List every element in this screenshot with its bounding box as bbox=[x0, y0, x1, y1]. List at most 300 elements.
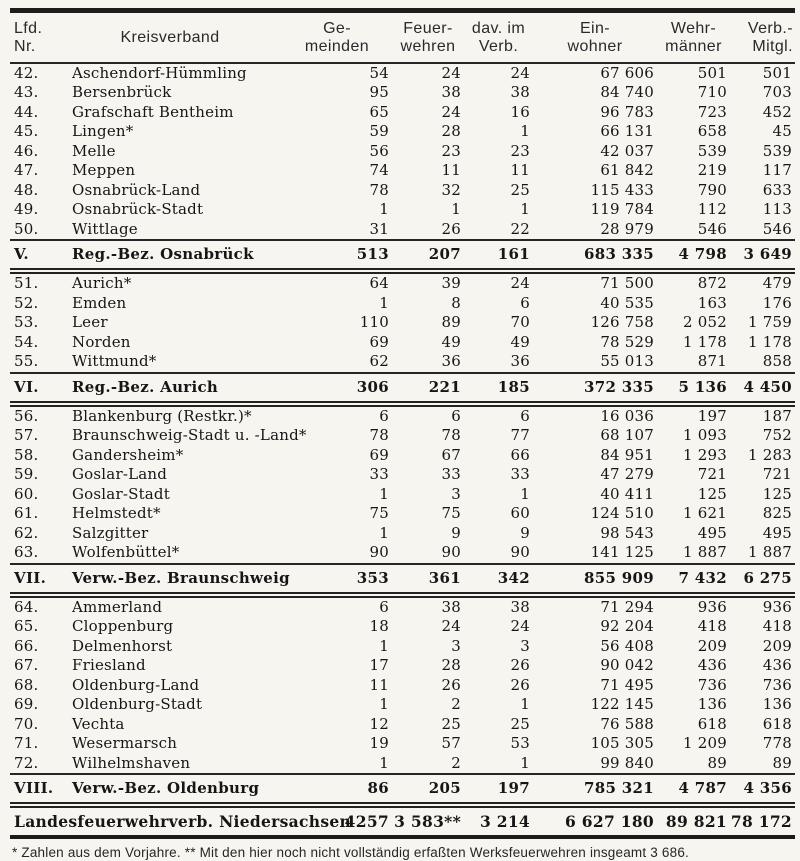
feuerwehren-cell: 9 bbox=[451, 523, 461, 542]
verb-mitgl-cell: 825 bbox=[762, 504, 792, 523]
kreisverband-cell: Osnabrück-Stadt bbox=[72, 200, 204, 219]
wehrmaenner-cell: 1 887 bbox=[683, 543, 727, 562]
header-feuerwehren bbox=[392, 11, 464, 63]
kreisverband-cell: Osnabrück-Land bbox=[72, 180, 201, 199]
gemeinden-cell: 1 bbox=[379, 636, 389, 655]
kreisverband-cell: Salzgitter bbox=[72, 523, 149, 542]
feuerwehren-grand-cell: 3 583** bbox=[392, 807, 464, 837]
kreisverband-cell: Wittmund* bbox=[72, 352, 157, 371]
gemeinden-cell: 64 bbox=[369, 274, 389, 293]
kreisverband-cell: Wesermarsch bbox=[72, 734, 178, 753]
row-number-cell: 46. bbox=[14, 141, 39, 160]
feuerwehren-cell: 39 bbox=[441, 274, 461, 293]
gemeinden-total-cell: 86 bbox=[282, 774, 392, 803]
verb-mitgl-cell: 125 bbox=[762, 484, 792, 503]
einwohner-cell: 40 535 bbox=[600, 293, 654, 312]
table-row bbox=[10, 715, 795, 735]
einwohner-cell: 96 783 bbox=[600, 102, 654, 121]
gemeinden-cell: 90 bbox=[369, 543, 389, 562]
section-roman-numeral-cell: V. bbox=[10, 240, 58, 269]
header-feuerwehren-line2: wehren bbox=[400, 37, 456, 55]
dav-im-verb-cell: 23 bbox=[510, 141, 530, 160]
table-row bbox=[10, 352, 795, 373]
wehrmaenner-cell: 2 052 bbox=[683, 313, 727, 332]
kreisverband-cell: Melle bbox=[72, 141, 116, 160]
kreisverband-cell: Oldenburg-Stadt bbox=[72, 695, 203, 714]
dav-im-verb-cell: 38 bbox=[510, 597, 530, 616]
kreisverband-cell: Gandersheim* bbox=[72, 445, 184, 464]
einwohner-cell: 40 411 bbox=[600, 484, 654, 503]
kreisverband-cell: Norden bbox=[72, 332, 131, 351]
dav-im-verb-cell: 25 bbox=[510, 714, 530, 733]
wehrmaenner-cell: 89 bbox=[707, 753, 727, 772]
table-row bbox=[10, 103, 795, 123]
header-wehrmaenner bbox=[657, 11, 730, 63]
feuerwehren-cell: 24 bbox=[441, 63, 461, 82]
gemeinden-cell: 18 bbox=[369, 617, 389, 636]
row-number-cell: 56. bbox=[14, 406, 39, 425]
wehrmaenner-cell: 872 bbox=[697, 274, 727, 293]
wehrmaenner-cell: 1 209 bbox=[683, 734, 727, 753]
row-number-cell: 49. bbox=[14, 200, 39, 219]
verb-mitgl-cell: 1 283 bbox=[748, 445, 792, 464]
einwohner-cell: 84 740 bbox=[600, 83, 654, 102]
table-row bbox=[10, 181, 795, 201]
kreisverband-cell: Aschendorf-Hümmling bbox=[72, 63, 247, 82]
header-gemeinden-line2: meinden bbox=[304, 37, 370, 55]
header-lfd-nr bbox=[10, 11, 58, 63]
wehrmaenner-cell: 125 bbox=[697, 484, 727, 503]
table-row bbox=[10, 734, 795, 754]
gemeinden-total-cell: 353 bbox=[282, 564, 392, 593]
dav-im-verb-cell: 3 bbox=[520, 636, 530, 655]
feuerwehren-cell: 24 bbox=[441, 102, 461, 121]
dav-im-verb-cell: 24 bbox=[510, 63, 530, 82]
einwohner-cell: 99 840 bbox=[600, 753, 654, 772]
feuerwehren-cell: 25 bbox=[441, 714, 461, 733]
table-row bbox=[10, 83, 795, 103]
table-row bbox=[10, 695, 795, 715]
table-row bbox=[10, 754, 795, 775]
gemeinden-cell: 59 bbox=[369, 122, 389, 141]
row-number-cell: 57. bbox=[14, 426, 39, 445]
row-number-cell: 62. bbox=[14, 523, 39, 542]
table-row bbox=[10, 446, 795, 466]
verb-mitgl-cell: 752 bbox=[762, 426, 792, 445]
verb-mitgl-cell: 117 bbox=[762, 161, 792, 180]
table-header bbox=[10, 11, 795, 63]
verb-mitgl-cell: 436 bbox=[762, 656, 792, 675]
table-row bbox=[10, 63, 795, 84]
wehrmaenner-total-cell: 7 432 bbox=[657, 564, 730, 593]
header-einwohner-line1: Ein- bbox=[579, 20, 611, 37]
row-number-cell: 51. bbox=[14, 274, 39, 293]
section-roman-numeral-cell: VII. bbox=[10, 564, 58, 593]
dav-im-verb-cell: 24 bbox=[510, 617, 530, 636]
row-number-cell: 55. bbox=[14, 352, 39, 371]
table-row bbox=[10, 465, 795, 485]
verb-mitgl-cell: 1 178 bbox=[748, 332, 792, 351]
einwohner-cell: 78 529 bbox=[600, 332, 654, 351]
feuerwehren-cell: 3 bbox=[451, 636, 461, 655]
feuerwehren-cell: 11 bbox=[441, 161, 461, 180]
verb-mitgl-cell: 618 bbox=[762, 714, 792, 733]
feuerwehren-cell: 75 bbox=[441, 504, 461, 523]
feuerwehren-cell: 24 bbox=[441, 617, 461, 636]
dav-im-verb-cell: 25 bbox=[510, 180, 530, 199]
kreisverband-cell: Aurich* bbox=[72, 274, 132, 293]
kreisverband-cell: Wilhelmshaven bbox=[72, 753, 191, 772]
wehrmaenner-cell: 539 bbox=[697, 141, 727, 160]
gemeinden-cell: 31 bbox=[369, 219, 389, 238]
gemeinden-cell: 1 bbox=[379, 695, 389, 714]
table-row bbox=[10, 617, 795, 637]
dav-im-verb-cell: 9 bbox=[520, 523, 530, 542]
verb-mitgl-total-cell: 4 356 bbox=[730, 774, 795, 803]
dav-im-verb-cell: 16 bbox=[510, 102, 530, 121]
wehrmaenner-cell: 721 bbox=[697, 465, 727, 484]
table-row bbox=[10, 273, 795, 294]
verb-mitgl-cell: 136 bbox=[762, 695, 792, 714]
gemeinden-cell: 69 bbox=[369, 445, 389, 464]
kreisverband-cell: Friesland bbox=[72, 656, 146, 675]
dav-im-verb-cell: 38 bbox=[510, 83, 530, 102]
feuerwehren-cell: 33 bbox=[441, 465, 461, 484]
section-name-cell: Verw.-Bez. Braunschweig bbox=[58, 564, 282, 593]
verb-mitgl-cell: 1 759 bbox=[748, 313, 792, 332]
feuerwehren-cell: 49 bbox=[441, 332, 461, 351]
feuerwehren-total-cell: 221 bbox=[392, 373, 464, 402]
einwohner-cell: 124 510 bbox=[590, 504, 654, 523]
kreisverband-cell: Ammerland bbox=[72, 597, 163, 616]
einwohner-cell: 105 305 bbox=[590, 734, 654, 753]
feuerwehren-cell: 32 bbox=[441, 180, 461, 199]
verb-mitgl-total-cell: 6 275 bbox=[730, 564, 795, 593]
kreisverband-cell: Meppen bbox=[72, 161, 136, 180]
feuerwehren-total-cell: 205 bbox=[392, 774, 464, 803]
wehrmaenner-total-cell: 4 787 bbox=[657, 774, 730, 803]
dav-im-verb-cell: 26 bbox=[510, 675, 530, 694]
verb-mitgl-total-cell: 3 649 bbox=[730, 240, 795, 269]
row-number-cell: 50. bbox=[14, 219, 39, 238]
section-total-row bbox=[10, 774, 795, 803]
table-row bbox=[10, 485, 795, 505]
header-kreisverband: Kreisverband bbox=[58, 11, 282, 63]
row-number-cell: 60. bbox=[14, 484, 39, 503]
einwohner-cell: 16 036 bbox=[600, 406, 654, 425]
header-dav-line1: dav. im bbox=[471, 20, 526, 37]
row-number-cell: 66. bbox=[14, 636, 39, 655]
dav-im-verb-total-cell: 185 bbox=[464, 373, 533, 402]
table-row bbox=[10, 543, 795, 564]
einwohner-cell: 47 279 bbox=[600, 465, 654, 484]
dav-im-verb-cell: 11 bbox=[510, 161, 530, 180]
wehrmaenner-cell: 163 bbox=[697, 293, 727, 312]
row-number-cell: 58. bbox=[14, 445, 39, 464]
dav-im-verb-cell: 70 bbox=[510, 313, 530, 332]
header-dav-line2: Verb. bbox=[478, 37, 519, 55]
feuerwehren-cell: 57 bbox=[441, 734, 461, 753]
verb-mitgl-cell: 479 bbox=[762, 274, 792, 293]
kreisverband-cell: Grafschaft Bentheim bbox=[72, 102, 234, 121]
einwohner-cell: 28 979 bbox=[600, 219, 654, 238]
wehrmaenner-cell: 871 bbox=[697, 352, 727, 371]
wehrmaenner-cell: 736 bbox=[697, 675, 727, 694]
row-number-cell: 71. bbox=[14, 734, 39, 753]
kreisverband-cell: Braunschweig-Stadt u. -Land* bbox=[72, 426, 307, 445]
einwohner-cell: 92 204 bbox=[600, 617, 654, 636]
wehrmaenner-cell: 658 bbox=[697, 122, 727, 141]
feuerwehren-cell: 1 bbox=[451, 200, 461, 219]
wehrmaenner-cell: 1 293 bbox=[683, 445, 727, 464]
gemeinden-cell: 75 bbox=[369, 504, 389, 523]
dav-im-verb-total-cell: 197 bbox=[464, 774, 533, 803]
row-number-cell: 45. bbox=[14, 122, 39, 141]
dav-im-verb-cell: 66 bbox=[510, 445, 530, 464]
verb-mitgl-cell: 89 bbox=[772, 753, 792, 772]
einwohner-cell: 71 500 bbox=[600, 274, 654, 293]
gemeinden-cell: 1 bbox=[379, 753, 389, 772]
feuerwehren-cell: 26 bbox=[441, 219, 461, 238]
section-name-cell: Reg.-Bez. Aurich bbox=[58, 373, 282, 402]
wehrmaenner-cell: 112 bbox=[697, 200, 727, 219]
wehrmaenner-cell: 197 bbox=[697, 406, 727, 425]
feuerwehren-cell: 8 bbox=[451, 293, 461, 312]
einwohner-cell: 66 131 bbox=[600, 122, 654, 141]
table-row bbox=[10, 426, 795, 446]
wehrmaenner-cell: 1 178 bbox=[683, 332, 727, 351]
einwohner-cell: 42 037 bbox=[600, 141, 654, 160]
einwohner-cell: 115 433 bbox=[590, 180, 654, 199]
header-lfd-line2: Nr. bbox=[14, 37, 36, 55]
feuerwehren-cell: 36 bbox=[441, 352, 461, 371]
table-row bbox=[10, 161, 795, 181]
kreisverband-cell: Wittlage bbox=[72, 219, 138, 238]
header-einwohner bbox=[533, 11, 657, 63]
row-number-cell: 44. bbox=[14, 102, 39, 121]
row-number-cell: 52. bbox=[14, 293, 39, 312]
gemeinden-cell: 33 bbox=[369, 465, 389, 484]
dav-im-verb-cell: 24 bbox=[510, 274, 530, 293]
gemeinden-cell: 1 bbox=[379, 200, 389, 219]
gemeinden-cell: 56 bbox=[369, 141, 389, 160]
gemeinden-cell: 69 bbox=[369, 332, 389, 351]
verb-mitgl-cell: 546 bbox=[762, 219, 792, 238]
row-number-cell: 61. bbox=[14, 504, 39, 523]
gemeinden-cell: 19 bbox=[369, 734, 389, 753]
feuerwehren-cell: 6 bbox=[451, 406, 461, 425]
kreisverband-cell: Goslar-Land bbox=[72, 465, 168, 484]
section-name-cell: Verw.-Bez. Oldenburg bbox=[58, 774, 282, 803]
wehrmaenner-cell: 136 bbox=[697, 695, 727, 714]
verb-mitgl-cell: 539 bbox=[762, 141, 792, 160]
gemeinden-cell: 1 bbox=[379, 293, 389, 312]
row-number-cell: 48. bbox=[14, 180, 39, 199]
table-row bbox=[10, 637, 795, 657]
row-number-cell: 67. bbox=[14, 656, 39, 675]
table-row bbox=[10, 524, 795, 544]
header-verb-mitgl-line2: Mitgl. bbox=[752, 37, 793, 55]
gemeinden-cell: 65 bbox=[369, 102, 389, 121]
verb-mitgl-cell: 633 bbox=[762, 180, 792, 199]
einwohner-cell: 90 042 bbox=[600, 656, 654, 675]
gemeinden-cell: 1 bbox=[379, 484, 389, 503]
wehrmaenner-cell: 418 bbox=[697, 617, 727, 636]
table-row bbox=[10, 313, 795, 333]
bottom-rule-line bbox=[10, 837, 795, 839]
einwohner-total-cell: 855 909 bbox=[533, 564, 657, 593]
table-row bbox=[10, 597, 795, 618]
kreisverband-cell: Blankenburg (Restkr.)* bbox=[72, 406, 252, 425]
verb-mitgl-cell: 176 bbox=[762, 293, 792, 312]
feuerwehren-cell: 89 bbox=[441, 313, 461, 332]
verb-mitgl-cell: 858 bbox=[762, 352, 792, 371]
header-verb-mitgl-line1: Verb.- bbox=[747, 20, 793, 37]
wehrmaenner-cell: 618 bbox=[697, 714, 727, 733]
dav-im-verb-cell: 36 bbox=[510, 352, 530, 371]
row-number-cell: 53. bbox=[14, 313, 39, 332]
gemeinden-cell: 74 bbox=[369, 161, 389, 180]
einwohner-cell: 71 294 bbox=[600, 597, 654, 616]
wehrmaenner-cell: 1 621 bbox=[683, 504, 727, 523]
einwohner-total-cell: 372 335 bbox=[533, 373, 657, 402]
dav-im-verb-cell: 77 bbox=[510, 426, 530, 445]
wehrmaenner-cell: 436 bbox=[697, 656, 727, 675]
einwohner-cell: 56 408 bbox=[600, 636, 654, 655]
einwohner-cell: 141 125 bbox=[590, 543, 654, 562]
kreisverband-cell: Emden bbox=[72, 293, 127, 312]
verb-mitgl-cell: 452 bbox=[762, 102, 792, 121]
wehrmaenner-total-cell: 4 798 bbox=[657, 240, 730, 269]
dav-im-verb-cell: 1 bbox=[520, 122, 530, 141]
section-roman-numeral-cell: VIII. bbox=[10, 774, 58, 803]
dav-im-verb-cell: 33 bbox=[510, 465, 530, 484]
wehrmaenner-cell: 723 bbox=[697, 102, 727, 121]
einwohner-cell: 122 145 bbox=[590, 695, 654, 714]
feuerwehren-total-cell: 207 bbox=[392, 240, 464, 269]
kreisverband-cell: Oldenburg-Land bbox=[72, 675, 200, 694]
gemeinden-cell: 11 bbox=[369, 675, 389, 694]
wehrmaenner-total-cell: 5 136 bbox=[657, 373, 730, 402]
wehrmaenner-cell: 501 bbox=[697, 63, 727, 82]
dav-im-verb-cell: 1 bbox=[520, 484, 530, 503]
header-gemeinden bbox=[282, 11, 392, 63]
table-body bbox=[10, 63, 795, 840]
dav-im-verb-cell: 26 bbox=[510, 656, 530, 675]
row-number-cell: 59. bbox=[14, 465, 39, 484]
einwohner-cell: 67 606 bbox=[600, 63, 654, 82]
dav-im-verb-cell: 6 bbox=[520, 293, 530, 312]
wehrmaenner-cell: 209 bbox=[697, 636, 727, 655]
kreisverband-cell: Helmstedt* bbox=[72, 504, 161, 523]
feuerwehren-cell: 23 bbox=[441, 141, 461, 160]
verb-mitgl-cell: 113 bbox=[762, 200, 792, 219]
verb-mitgl-cell: 45 bbox=[772, 122, 792, 141]
kreisverband-cell: Cloppenburg bbox=[72, 617, 174, 636]
wehrmaenner-cell: 1 093 bbox=[683, 426, 727, 445]
table-row bbox=[10, 294, 795, 314]
feuerwehren-cell: 2 bbox=[451, 753, 461, 772]
table-row bbox=[10, 122, 795, 142]
wehrmaenner-cell: 495 bbox=[697, 523, 727, 542]
einwohner-cell: 98 543 bbox=[600, 523, 654, 542]
table-row bbox=[10, 142, 795, 162]
verb-mitgl-cell: 209 bbox=[762, 636, 792, 655]
einwohner-cell: 61 842 bbox=[600, 161, 654, 180]
row-number-cell: 68. bbox=[14, 675, 39, 694]
dav-im-verb-cell: 1 bbox=[520, 753, 530, 772]
verb-mitgl-grand-cell: 78 172 bbox=[730, 807, 795, 837]
section-roman-numeral-cell: VI. bbox=[10, 373, 58, 402]
feuerwehren-cell: 28 bbox=[441, 656, 461, 675]
gemeinden-cell: 78 bbox=[369, 426, 389, 445]
gemeinden-cell: 78 bbox=[369, 180, 389, 199]
feuerwehren-total-cell: 361 bbox=[392, 564, 464, 593]
gemeinden-grand-cell: 4257 bbox=[282, 807, 392, 837]
header-feuerwehren-line1: Feuer- bbox=[403, 20, 453, 37]
einwohner-total-cell: 683 335 bbox=[533, 240, 657, 269]
header-einwohner-line2: wohner bbox=[567, 37, 623, 55]
verb-mitgl-cell: 778 bbox=[762, 734, 792, 753]
gemeinden-cell: 17 bbox=[369, 656, 389, 675]
einwohner-cell: 71 495 bbox=[600, 675, 654, 694]
gemeinden-cell: 1 bbox=[379, 523, 389, 542]
header-gemeinden-line1: Ge- bbox=[323, 20, 351, 37]
feuerwehren-cell: 38 bbox=[441, 597, 461, 616]
einwohner-cell: 84 951 bbox=[600, 445, 654, 464]
gemeinden-cell: 6 bbox=[379, 597, 389, 616]
header-verb-mitgl bbox=[730, 11, 795, 63]
feuerwehren-cell: 67 bbox=[441, 445, 461, 464]
verb-mitgl-cell: 1 887 bbox=[748, 543, 792, 562]
table-row bbox=[10, 406, 795, 427]
feuerwehren-cell: 38 bbox=[441, 83, 461, 102]
verb-mitgl-cell: 721 bbox=[762, 465, 792, 484]
header-lfd-line1: Lfd. bbox=[14, 20, 43, 37]
header-wehrmaenner-line2: männer bbox=[665, 37, 722, 55]
einwohner-grand-cell: 6 627 180 bbox=[533, 807, 657, 837]
gemeinden-cell: 95 bbox=[369, 83, 389, 102]
feuerwehren-cell: 2 bbox=[451, 695, 461, 714]
kreisverband-cell: Wolfenbüttel* bbox=[72, 543, 180, 562]
dav-im-verb-grand-cell: 3 214 bbox=[464, 807, 533, 837]
dav-im-verb-cell: 90 bbox=[510, 543, 530, 562]
row-number-cell: 72. bbox=[14, 753, 39, 772]
dav-im-verb-cell: 53 bbox=[510, 734, 530, 753]
row-number-cell: 42. bbox=[14, 63, 39, 82]
table-row bbox=[10, 200, 795, 220]
dav-im-verb-cell: 1 bbox=[520, 200, 530, 219]
verb-mitgl-cell: 936 bbox=[762, 597, 792, 616]
header-wehrmaenner-line1: Wehr- bbox=[670, 20, 717, 37]
dav-im-verb-cell: 22 bbox=[510, 219, 530, 238]
gemeinden-total-cell: 306 bbox=[282, 373, 392, 402]
kreisverband-cell: Delmenhorst bbox=[72, 636, 173, 655]
kreisverband-cell: Bersenbrück bbox=[72, 83, 172, 102]
table-row bbox=[10, 333, 795, 353]
verb-mitgl-cell: 495 bbox=[762, 523, 792, 542]
wehrmaenner-cell: 710 bbox=[697, 83, 727, 102]
einwohner-cell: 126 758 bbox=[590, 313, 654, 332]
einwohner-cell: 68 107 bbox=[600, 426, 654, 445]
gemeinden-cell: 12 bbox=[369, 714, 389, 733]
section-total-row bbox=[10, 373, 795, 402]
verb-mitgl-cell: 703 bbox=[762, 83, 792, 102]
dav-im-verb-cell: 60 bbox=[510, 504, 530, 523]
verb-mitgl-cell: 187 bbox=[762, 406, 792, 425]
gemeinden-cell: 6 bbox=[379, 406, 389, 425]
verb-mitgl-cell: 501 bbox=[762, 63, 792, 82]
